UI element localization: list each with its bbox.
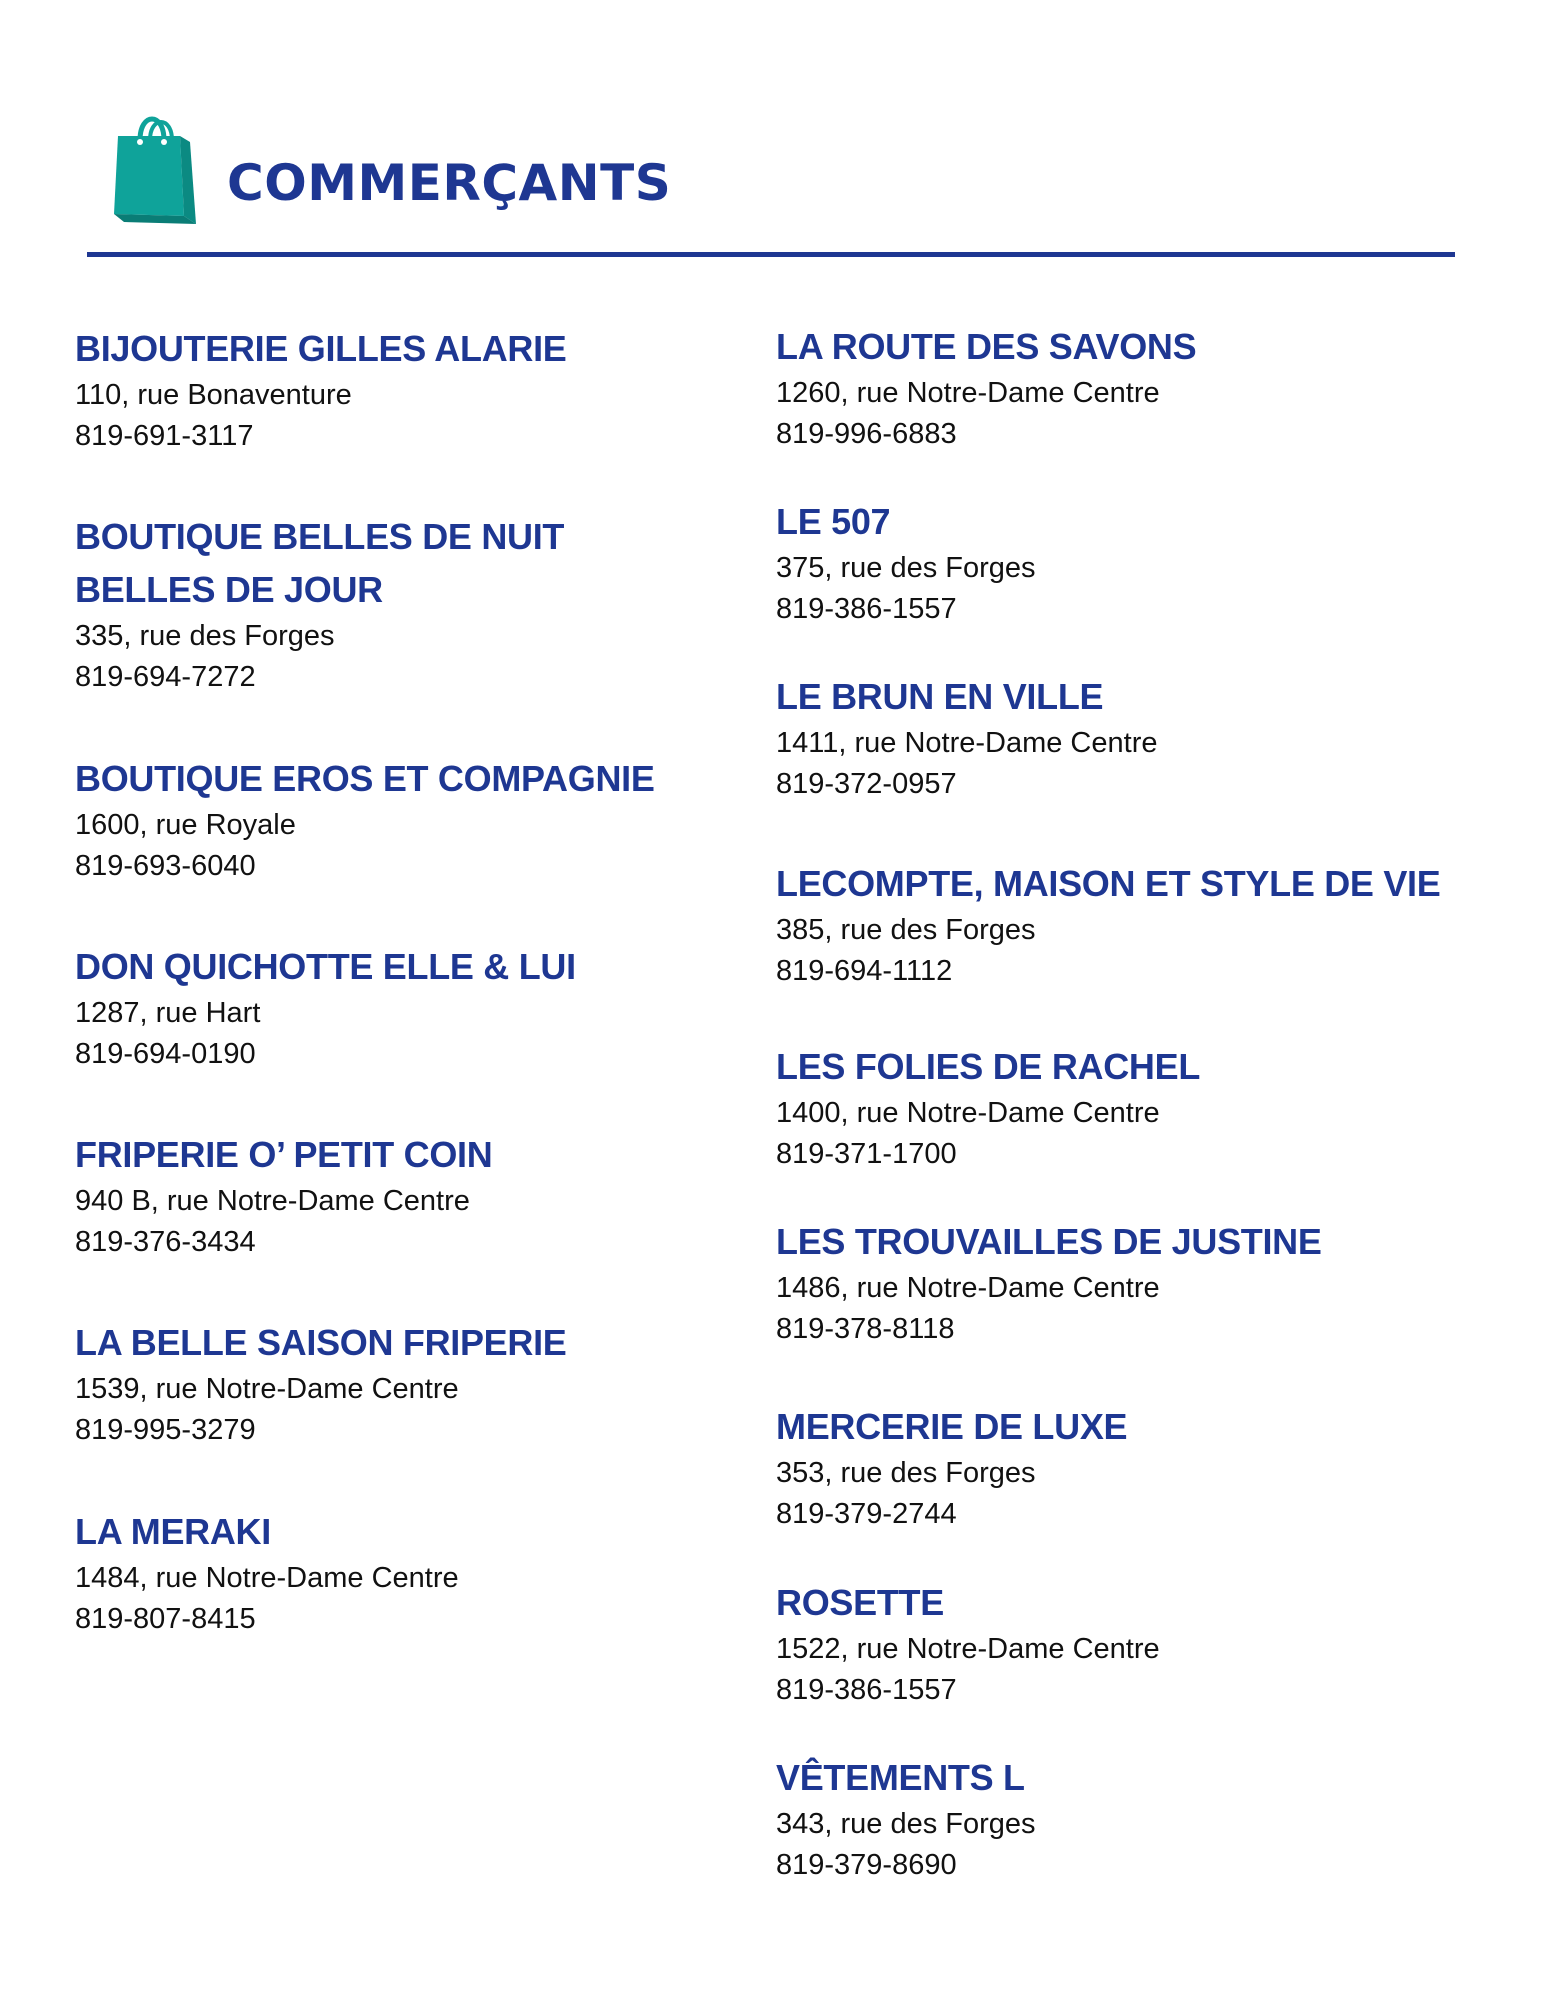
shopping-bag-icon	[110, 106, 200, 234]
merchant-name: MERCERIE DE LUXE	[776, 1406, 1128, 1447]
merchant-phone: 819-995-3279	[75, 1414, 256, 1446]
merchant-entry	[776, 1215, 1456, 1350]
merchant-name: LE 507	[776, 501, 891, 542]
merchant-entry	[75, 322, 755, 457]
merchant-phone: 819-996-6883	[776, 418, 957, 450]
merchant-address: 1400, rue Notre-Dame Centre	[776, 1097, 1160, 1129]
merchant-entry	[776, 1751, 1456, 1886]
merchant-name: LA BELLE SAISON FRIPERIE	[75, 1322, 567, 1363]
page-header	[0, 0, 1545, 270]
merchant-name: LE BRUN EN VILLE	[776, 676, 1104, 717]
merchant-phone: 819-694-1112	[776, 955, 953, 987]
merchant-entry	[776, 1040, 1456, 1175]
merchant-entry	[776, 670, 1456, 805]
merchant-address: 110, rue Bonaventure	[75, 379, 352, 411]
merchant-name: LA MERAKI	[75, 1511, 271, 1552]
merchant-entry	[75, 1128, 755, 1263]
merchant-phone: 819-379-8690	[776, 1849, 957, 1881]
merchant-phone: 819-371-1700	[776, 1138, 957, 1170]
merchant-phone: 819-693-6040	[75, 850, 256, 882]
merchant-entry	[776, 857, 1456, 992]
merchant-address: 940 B, rue Notre-Dame Centre	[75, 1185, 470, 1217]
merchant-address: 1484, rue Notre-Dame Centre	[75, 1562, 459, 1594]
merchant-name: LECOMPTE, MAISON ET STYLE DE VIE	[776, 863, 1441, 904]
merchant-address: 375, rue des Forges	[776, 552, 1036, 584]
merchant-address: 1260, rue Notre-Dame Centre	[776, 377, 1160, 409]
merchant-entry	[75, 752, 755, 887]
merchant-address: 353, rue des Forges	[776, 1457, 1036, 1489]
merchant-address: 1522, rue Notre-Dame Centre	[776, 1633, 1160, 1665]
merchant-entry	[776, 320, 1456, 455]
merchant-name: DON QUICHOTTE ELLE & LUI	[75, 946, 576, 987]
merchant-address: 1486, rue Notre-Dame Centre	[776, 1272, 1160, 1304]
merchant-name: ROSETTE	[776, 1582, 944, 1623]
merchant-name: LES TROUVAILLES DE JUSTINE	[776, 1221, 1322, 1262]
merchant-name: VÊTEMENTS L	[776, 1757, 1025, 1798]
merchant-phone: 819-386-1557	[776, 1674, 957, 1706]
merchant-entry	[75, 1505, 755, 1640]
merchant-name: BIJOUTERIE GILLES ALARIE	[75, 328, 567, 369]
merchant-phone: 819-694-0190	[75, 1038, 256, 1070]
merchant-phone: 819-378-8118	[776, 1313, 955, 1345]
merchant-entry	[75, 510, 755, 698]
merchant-entry	[75, 1316, 755, 1451]
merchant-entry	[776, 1576, 1456, 1711]
merchant-name: BOUTIQUE BELLES DE NUIT BELLES DE JOUR	[75, 516, 565, 610]
merchant-phone: 819-372-0957	[776, 768, 957, 800]
merchant-name: FRIPERIE O’ PETIT COIN	[75, 1134, 493, 1175]
merchant-address: 385, rue des Forges	[776, 914, 1036, 946]
merchant-phone: 819-386-1557	[776, 593, 957, 625]
merchant-phone: 819-694-7272	[75, 661, 256, 693]
merchant-name: BOUTIQUE EROS ET COMPAGNIE	[75, 758, 655, 799]
merchant-address: 343, rue des Forges	[776, 1808, 1036, 1840]
merchant-address: 1411, rue Notre-Dame Centre	[776, 727, 1158, 759]
merchant-address: 1287, rue Hart	[75, 997, 261, 1029]
merchant-phone: 819-691-3117	[75, 420, 254, 452]
merchant-name: LES FOLIES DE RACHEL	[776, 1046, 1201, 1087]
header-divider	[87, 252, 1455, 257]
merchant-phone: 819-379-2744	[776, 1498, 957, 1530]
merchant-address: 1539, rue Notre-Dame Centre	[75, 1373, 459, 1405]
merchant-entry	[776, 1400, 1456, 1535]
merchant-name: LA ROUTE DES SAVONS	[776, 326, 1197, 367]
merchant-address: 335, rue des Forges	[75, 620, 335, 652]
merchant-phone: 819-807-8415	[75, 1603, 256, 1635]
merchant-entry	[75, 940, 755, 1075]
merchant-entry	[776, 495, 1456, 630]
page-title: COMMERÇANTS	[227, 154, 672, 212]
merchant-address: 1600, rue Royale	[75, 809, 296, 841]
merchant-phone: 819-376-3434	[75, 1226, 256, 1258]
